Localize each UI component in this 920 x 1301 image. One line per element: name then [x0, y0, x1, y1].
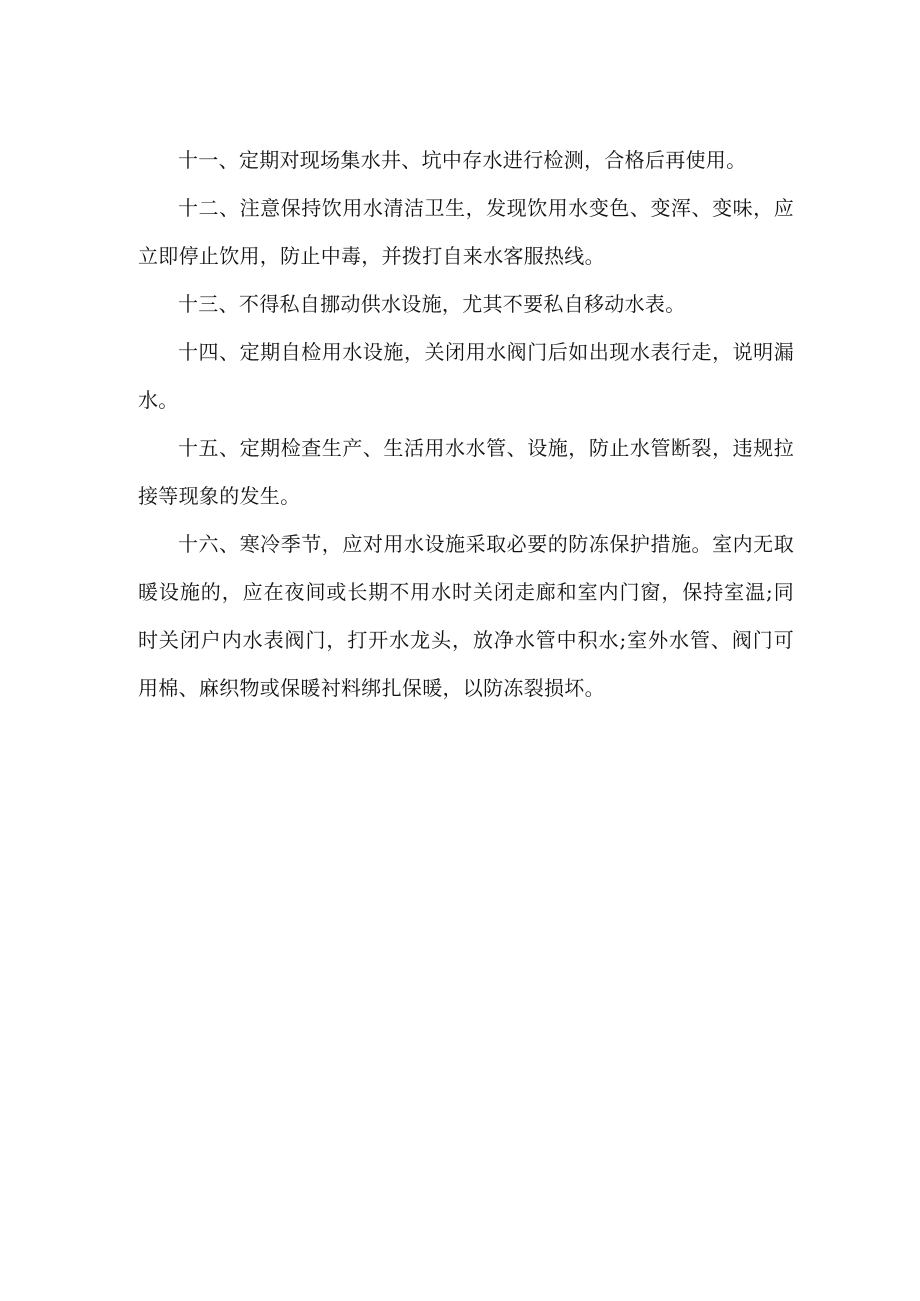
paragraph-11: 十一、定期对现场集水井、坑中存水进行检测，合格后再使用。 — [178, 148, 747, 172]
paragraph-15: 十五、定期检查生产、生活用水水管、设施，防止水管断裂，违规拉接等现象的发生。 — [138, 436, 794, 508]
paragraph-16: 十六、寒冷季节，应对用水设施采取必要的防冻保护措施。室内无取暖设施的，应在夜间或长期不用水时关闭走廊和室内门窗，保持室温;同时关闭户内水表阀门，打开水龙头，放净水管中积水;室外水管、阀门可用棉、麻织物或保暖衬料绑扎保暖，以防冻裂损坏。 — [138, 532, 794, 700]
paragraph-14: 十四、定期自检用水设施，关闭用水阀门后如出现水表行走，说明漏水。 — [138, 340, 794, 412]
document-body — [138, 136, 794, 712]
paragraph-12: 十二、注意保持饮用水清洁卫生，发现饮用水变色、变浑、变味，应立即停止饮用，防止中毒，并拨打自来水客服热线。 — [138, 196, 794, 268]
paragraph-13: 十三、不得私自挪动供水设施，尤其不要私自移动水表。 — [178, 292, 686, 316]
